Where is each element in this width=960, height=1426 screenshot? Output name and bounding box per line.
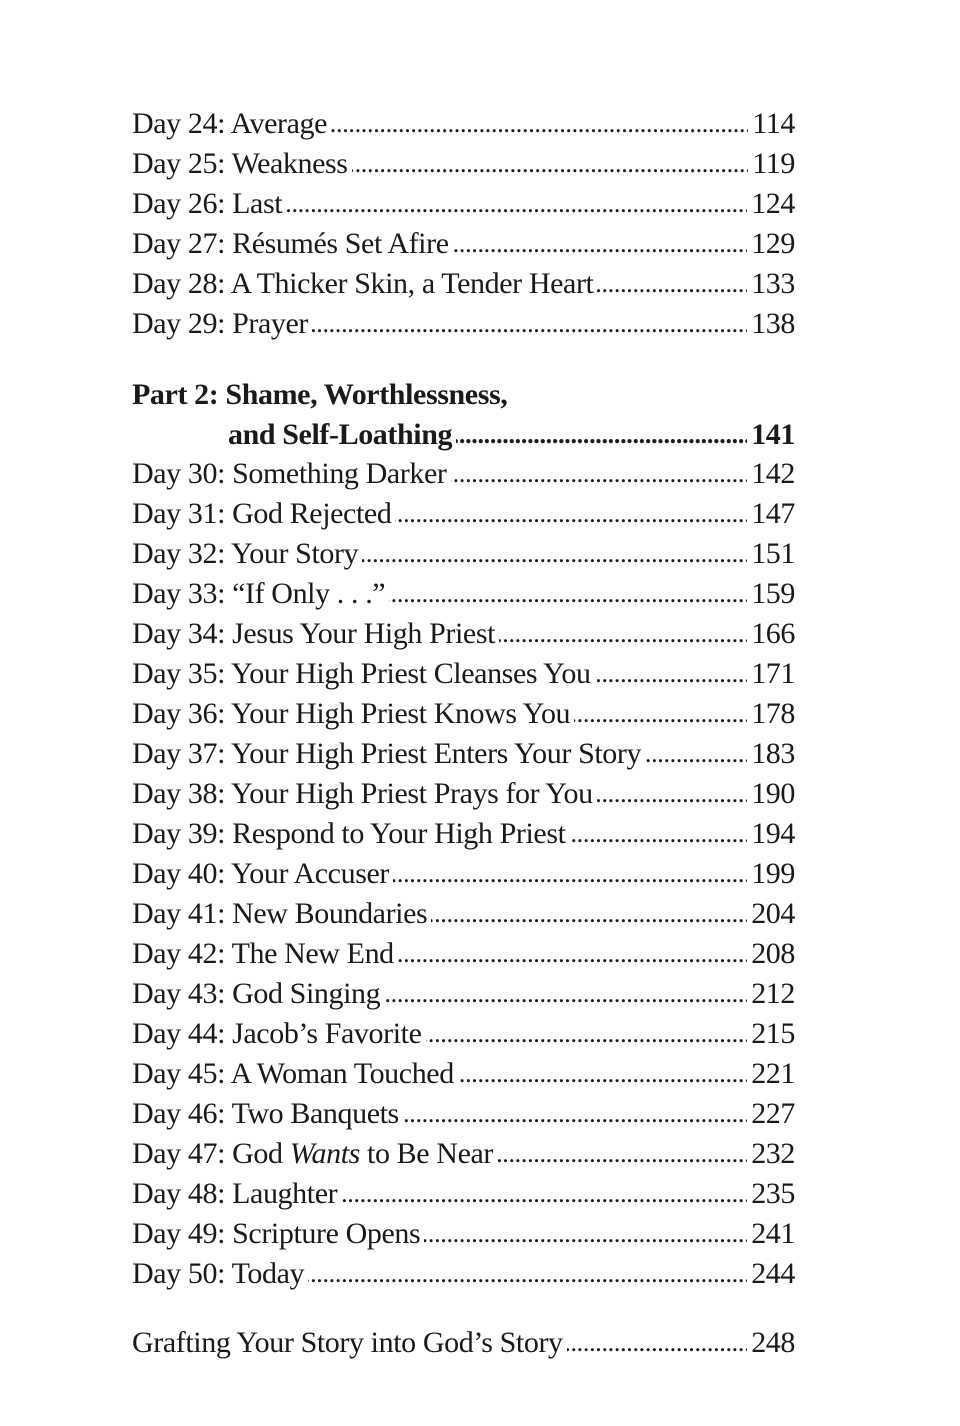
toc-entry-page: 221	[751, 1057, 795, 1090]
toc-entry	[132, 814, 795, 854]
toc-entry-page: 142	[751, 457, 795, 490]
toc-entry	[132, 1134, 795, 1174]
toc-entry-title: Day 43: God Singing	[132, 974, 380, 1014]
toc-entry-page: 147	[751, 497, 795, 530]
toc-entry-page: 138	[751, 307, 795, 340]
toc-entry-title	[132, 1134, 493, 1174]
dot-leader	[458, 1054, 747, 1094]
toc-entry	[132, 1174, 795, 1214]
dot-leader	[362, 534, 747, 574]
toc-entry	[132, 184, 795, 224]
toc-entry-page: 208	[751, 937, 795, 970]
toc-entry-page: 151	[751, 537, 795, 570]
toc-entry-page: 171	[751, 657, 795, 690]
toc-entry-page: 183	[751, 737, 795, 770]
dot-leader	[570, 814, 748, 854]
toc-entry-page: 178	[751, 697, 795, 730]
toc-entry	[132, 614, 795, 654]
toc-entry-page: 129	[751, 227, 795, 260]
dot-leader	[395, 494, 747, 534]
toc-entry	[132, 574, 795, 614]
dot-leader	[312, 304, 747, 344]
dot-leader	[574, 694, 747, 734]
toc-entry-page: 190	[751, 777, 795, 810]
title-italic: Wants	[289, 1137, 360, 1170]
toc-entry	[132, 494, 795, 534]
toc-entry-title: Day 29: Prayer	[132, 304, 308, 344]
toc-entry-page: 159	[751, 577, 795, 610]
toc-entry-page: 133	[751, 267, 795, 300]
part-heading-title: Part 2: Shame, Worthlessness,	[132, 375, 507, 415]
dot-leader	[331, 104, 748, 144]
toc-entry-title: Day 25: Weakness	[132, 144, 348, 184]
toc-entry-page: 241	[751, 1217, 795, 1250]
dot-leader	[595, 654, 748, 694]
part-heading-page: 141	[751, 418, 795, 451]
dot-leader	[497, 1134, 747, 1174]
dot-leader	[398, 934, 747, 974]
toc-entry-title: Day 41: New Boundaries	[132, 894, 427, 934]
toc-entry-title: Day 30: Something Darker	[132, 454, 447, 494]
toc-entry	[132, 654, 795, 694]
toc-entry-title: Day 33: “If Only . . .”	[132, 574, 385, 614]
toc-entry-page: 235	[751, 1177, 795, 1210]
title-prefix: Day 47: God	[132, 1137, 290, 1170]
toc-entry	[132, 1094, 795, 1134]
dot-leader	[424, 1214, 747, 1254]
toc-entry-title: Day 36: Your High Priest Knows You	[132, 694, 570, 734]
toc-entry-title: Day 28: A Thicker Skin, a Tender Heart	[132, 264, 593, 304]
toc-entry-title: Day 39: Respond to Your High Priest	[132, 814, 566, 854]
toc-entry	[132, 934, 795, 974]
dot-leader	[403, 1094, 747, 1134]
dot-leader	[389, 574, 747, 614]
dot-leader	[384, 974, 747, 1014]
toc-entry-page: 248	[751, 1326, 795, 1359]
toc-entry-title: Day 31: God Rejected	[132, 494, 391, 534]
toc-entry-closing	[132, 1323, 795, 1363]
toc-entry-title: Day 42: The New End	[132, 934, 394, 974]
toc-entry-title: Day 40: Your Accuser	[132, 854, 389, 894]
toc-entry	[132, 534, 795, 574]
part-heading-line1	[132, 375, 795, 415]
toc-entry	[132, 1254, 795, 1294]
toc-entry-page: 215	[751, 1017, 795, 1050]
dot-leader	[597, 774, 748, 814]
toc-entry-page: 114	[752, 107, 795, 140]
toc-entry-title: Day 48: Laughter	[132, 1174, 337, 1214]
toc-entry	[132, 1214, 795, 1254]
toc-entry-title: Day 32: Your Story	[132, 534, 358, 574]
dot-leader	[456, 415, 747, 455]
dot-leader	[597, 264, 747, 304]
toc-entry	[132, 694, 795, 734]
dot-leader	[645, 734, 747, 774]
toc-entry	[132, 854, 795, 894]
toc-entry-page: 227	[751, 1097, 795, 1130]
toc-entry	[132, 264, 795, 304]
toc-entry	[132, 1014, 795, 1054]
toc-entry-page: 124	[751, 187, 795, 220]
dot-leader	[352, 144, 749, 184]
dot-leader	[499, 614, 747, 654]
toc-entry-title: Day 37: Your High Priest Enters Your Story	[132, 734, 641, 774]
toc-entry-title: Day 38: Your High Priest Prays for You	[132, 774, 593, 814]
toc-entry	[132, 774, 795, 814]
toc-entry-page: 199	[751, 857, 795, 890]
dot-leader	[286, 184, 747, 224]
toc-entry	[132, 144, 795, 184]
title-suffix: to Be Near	[359, 1137, 493, 1170]
part-heading	[132, 415, 795, 455]
toc-entry-page: 166	[751, 617, 795, 650]
toc-entry-page: 204	[751, 897, 795, 930]
toc-entry-page: 194	[751, 817, 795, 850]
dot-leader	[567, 1323, 748, 1363]
toc-entry-title: Day 35: Your High Priest Cleanses You	[132, 654, 591, 694]
toc-entry-page: 119	[752, 147, 795, 180]
toc-entry	[132, 974, 795, 1014]
toc-entry-title: Day 46: Two Banquets	[132, 1094, 399, 1134]
toc-entry	[132, 304, 795, 344]
toc-entry-title: Day 45: A Woman Touched	[132, 1054, 454, 1094]
toc-entry	[132, 454, 795, 494]
toc-entry-title: Day 50: Today	[132, 1254, 304, 1294]
toc-entry-title: Grafting Your Story into God’s Story	[132, 1323, 563, 1363]
toc-entry-title: Day 26: Last	[132, 184, 282, 224]
toc-entry-page: 244	[751, 1257, 795, 1290]
toc-entry-title: Day 34: Jesus Your High Priest	[132, 614, 495, 654]
dot-leader	[426, 1014, 748, 1054]
dot-leader	[453, 224, 748, 264]
dot-leader	[308, 1254, 747, 1294]
toc-entry-title: Day 44: Jacob’s Favorite	[132, 1014, 422, 1054]
toc-entry	[132, 224, 795, 264]
dot-leader	[431, 894, 747, 934]
toc-entry-title: Day 24: Average	[132, 104, 327, 144]
dot-leader	[393, 854, 747, 894]
toc-entry	[132, 1054, 795, 1094]
toc-entry-page: 212	[751, 977, 795, 1010]
toc-entry-title: Day 27: Résumés Set Afire	[132, 224, 449, 264]
dot-leader	[451, 454, 748, 494]
part-heading-title-cont: and Self-Loathing	[132, 415, 452, 455]
dot-leader	[341, 1174, 747, 1214]
toc-entry-title: Day 49: Scripture Opens	[132, 1214, 420, 1254]
toc-entry	[132, 894, 795, 934]
toc-entry-page: 232	[751, 1137, 795, 1170]
toc-entry	[132, 734, 795, 774]
toc-entry	[132, 104, 795, 144]
